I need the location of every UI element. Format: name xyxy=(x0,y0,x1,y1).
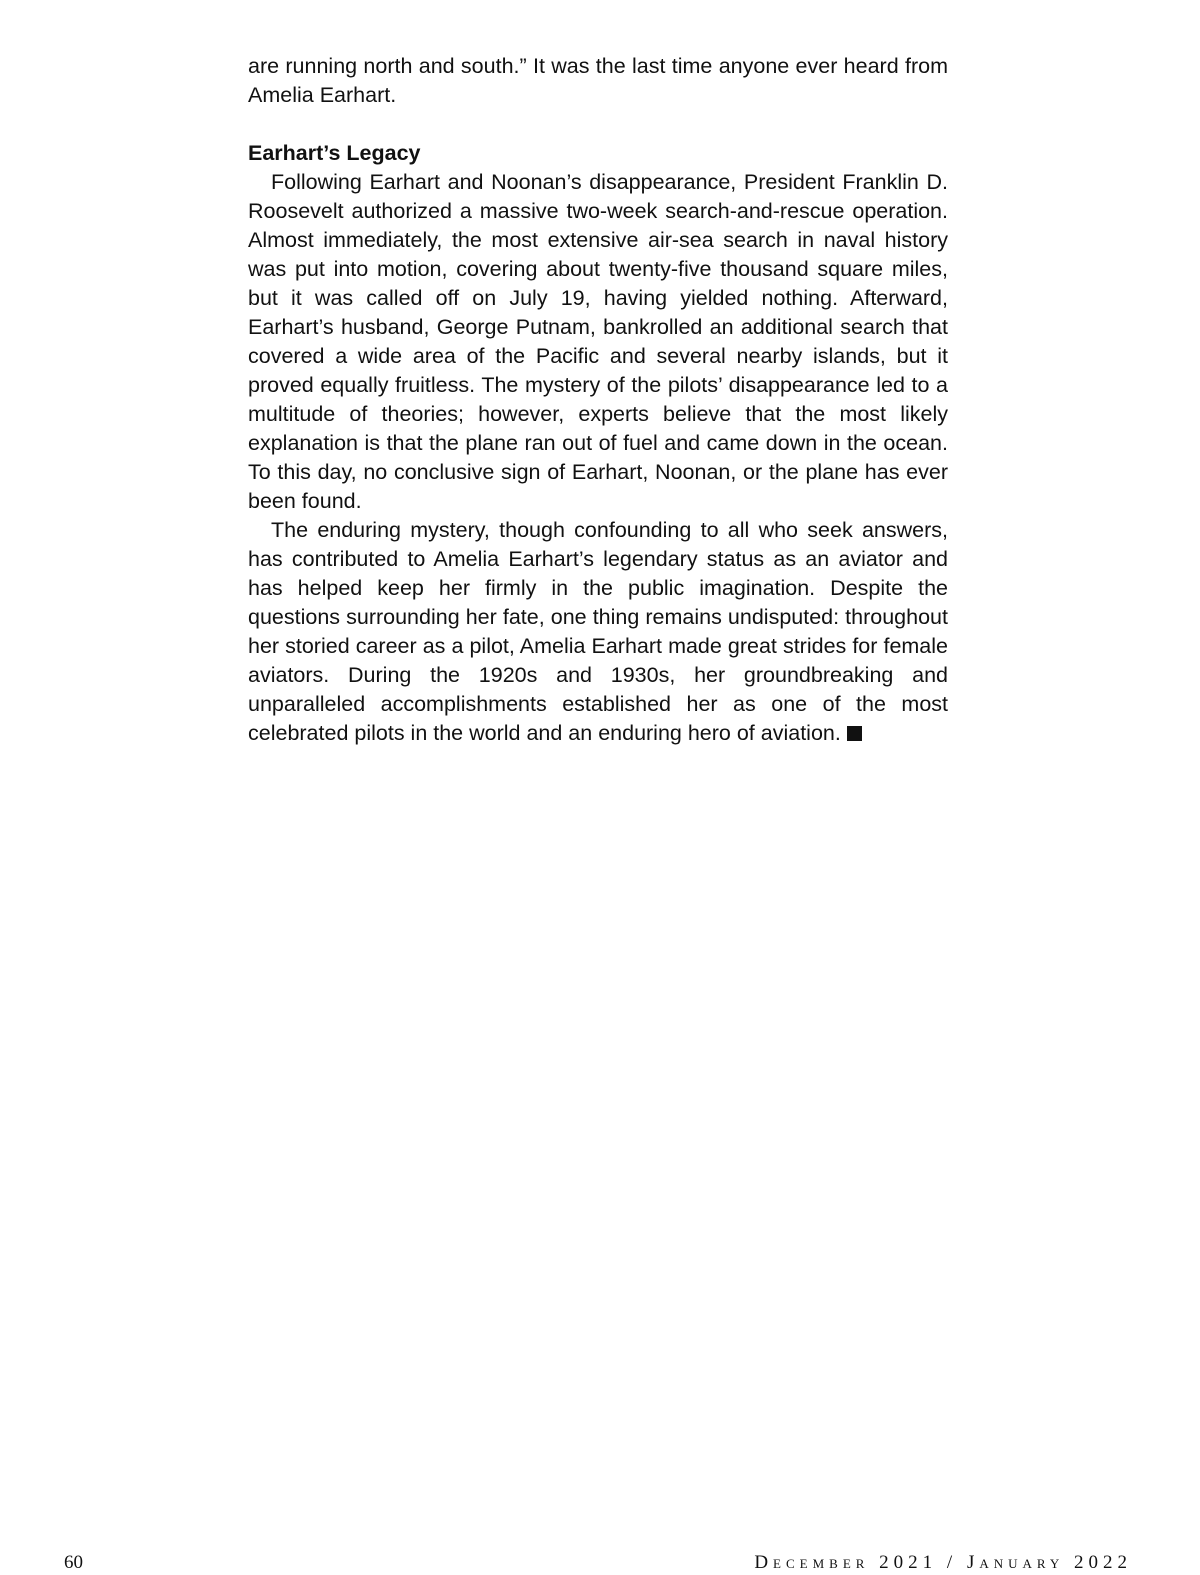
issue-date: December 2021 / January 2022 xyxy=(754,1552,1132,1573)
continued-paragraph: are running north and south.” It was the last time anyone ever heard from Amelia Earhart. xyxy=(248,54,948,107)
end-of-article-mark-icon xyxy=(847,726,862,741)
section-heading: Earhart’s Legacy xyxy=(248,141,421,165)
closing-paragraph xyxy=(248,516,948,748)
body-paragraph: Following Earhart and Noonan’s disappearance, President Franklin D. Roosevelt authorized a massive two-week search-and-rescue operation. Almost immediately, the most extensive air-sea search in naval history was put into motion, covering about twenty-five thousand square miles, but it was called off on July 19, having yielded nothing. Afterward, Earhart’s husband, George Putnam, bankrolled an additional search that covered a wide area of the Pacific and several nearby islands, but it proved equally fruitless. The mystery of the pilots’ disappearance led to a multitude of theories; however, experts believe that the most likely explanation is that the plane ran out of fuel and came down in the ocean. To this day, no conclusive sign of Earhart, Noonan, or the plane has ever been found. xyxy=(248,170,948,513)
closing-paragraph-text: The enduring mystery, though confounding to all who seek answers, has contributed to Amelia Earhart’s legendary status as an aviator and has helped keep her firmly in the public imagination. Despite the questions surrounding her fate, one thing remains undisputed: throughout her storied career as a pilot, Amelia Earhart made great strides for female aviators. During the 1920s and 1930s, her groundbreaking and unparalleled accomplishments established her as one of the most celebrated pilots in the world and an enduring hero of aviation. xyxy=(248,518,948,745)
page-number: 60 xyxy=(64,1552,83,1573)
article-column xyxy=(248,52,948,748)
